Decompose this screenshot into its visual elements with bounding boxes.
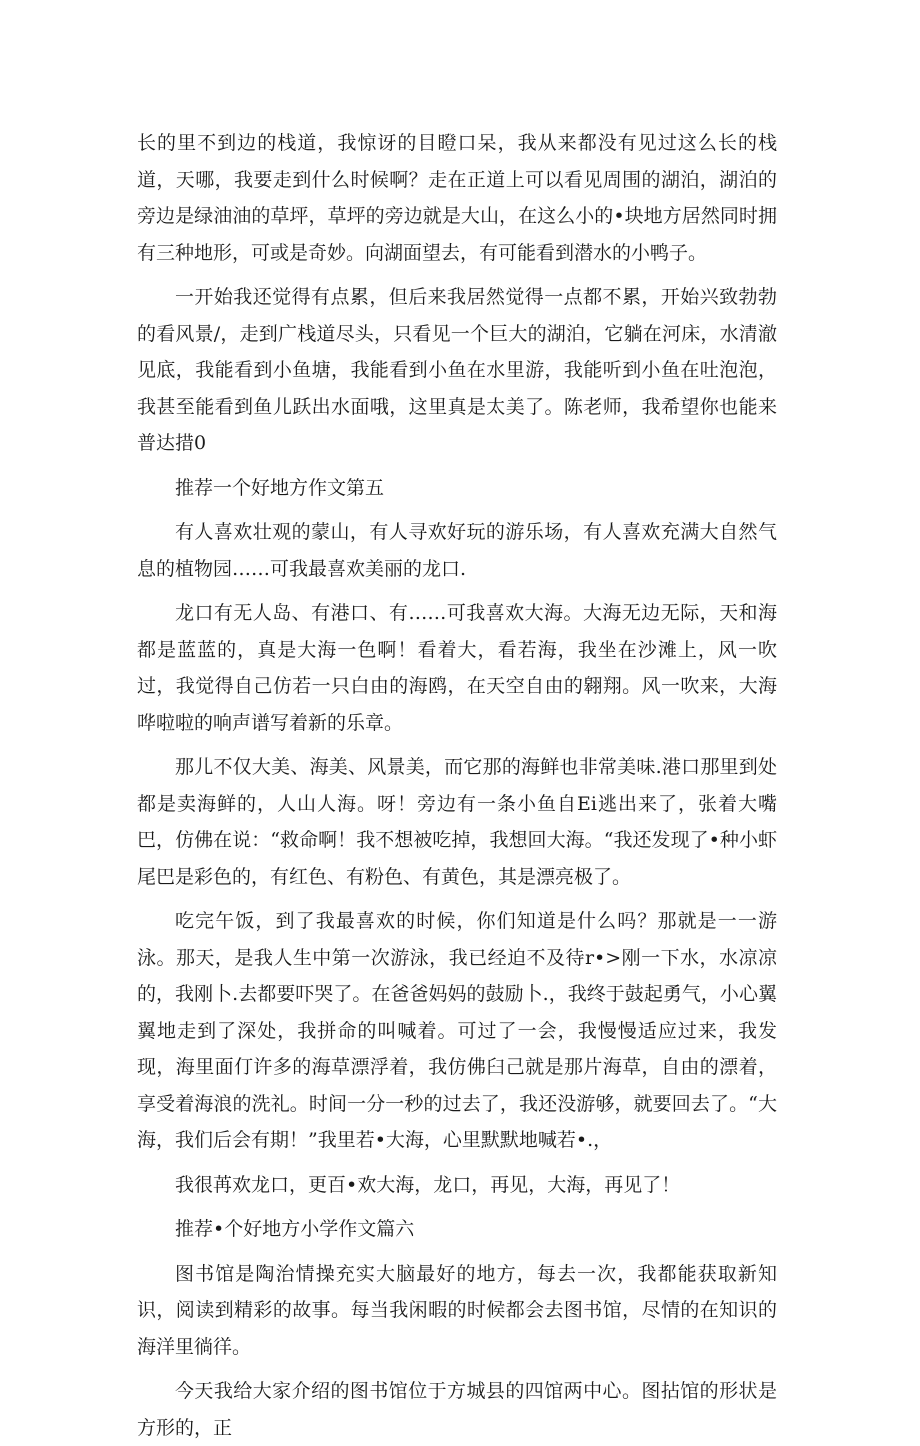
paragraph: 有人喜欢壮观的蒙山，有人寻欢好玩的游乐场，有人喜欢充满大自然气息的植物园……可我最喜欢美丽的龙口.	[137, 521, 777, 580]
paragraph: 图书馆是陶治情操充实大脑最好的地方，每去一次，我都能获取新知识，阅读到精彩的故事。每当我闲暇的时候都会去图书馆，尽情的在知识的海洋里徜徉。	[137, 1262, 777, 1358]
paragraph: 今天我给大家介绍的图书馆位于方城县的四馆两中心。图拈馆的形状是方形的，正	[137, 1380, 777, 1439]
paragraph: 那儿不仅大美、海美、风景美，而它那的海鲜也非常美味.港口那里到处都是卖海鲜的，人山人海。呀！旁边有一条小鱼自Ei逃出来了，张着大嘴巴，仿佛在说：“救命啊！我不想被吃掉，我想回大海。“我还发现了•种小虾尾巴是彩色的，有红色、有粉色、有黄色，其是漂亮极了。	[137, 756, 777, 888]
section-heading: 推荐一个好地方作文第五	[175, 476, 385, 499]
paragraph: 吃完午饭，到了我最喜欢的时候，你们知道是什么吗？那就是一一游泳。那天，是我人生中第一次游泳，我已经迫不及待r•>刚一下水，水凉凉的，我刚卜.去都要吓哭了。在爸爸妈妈的鼓励卜.，我终于鼓起勇气，小心翼翼地走到了深处，我拼命的叫喊着。可过了一会，我慢慢适应过来，我发现，海里面仃许多的海草漂浮着，我仿佛臼己就是那片海草，自由的漂着，享受着海浪的洗礼。时间一分一秒的过去了，我还没游够，就要回去了。“大海，我们后会有期！”我里若•大海，心里默默地喊若•.，	[137, 910, 777, 1151]
document-body	[137, 125, 777, 1446]
paragraph: 龙口有无人岛、有港口、有……可我喜欢大海。大海无边无际，天和海都是蓝蓝的，真是大海一色啊！看着大，看若海，我坐在沙滩上，风一吹过，我觉得自己仿若一只白由的海鸥，在天空自由的翱翔。风一吹来，大海哗啦啦的响声谱写着新的乐章。	[137, 602, 777, 734]
paragraph: 长的里不到边的栈道，我惊讶的目瞪口呆，我从来都没有见过这么长的栈道，天哪，我要走到什么时候啊？走在正道上可以看见周围的湖泊，湖泊的旁边是绿油油的草坪，草坪的旁边就是大山，在这么小的•块地方居然同时拥有三种地形，可或是奇妙。向湖面望去，有可能看到潜水的小鸭子。	[137, 132, 777, 264]
paragraph: 我很苒欢龙口，更百•欢大海，龙口，再见，大海，再见了！	[175, 1173, 681, 1196]
section-heading: 推荐•个好地方小学作文篇六	[175, 1218, 415, 1240]
paragraph: 一开始我还觉得有点累，但后来我居然觉得一点都不累，开始兴致勃勃的看风景/，走到广栈道尽头，只看见一个巨大的湖泊，它躺在河床，水清澈见底，我能看到小鱼塘，我能看到小鱼在水里游，我能听到小鱼在吐泡泡，我甚至能看到鱼儿跃出水面哦，这里真是太美了。陈老师，我希望你也能来普达措0	[137, 286, 777, 454]
